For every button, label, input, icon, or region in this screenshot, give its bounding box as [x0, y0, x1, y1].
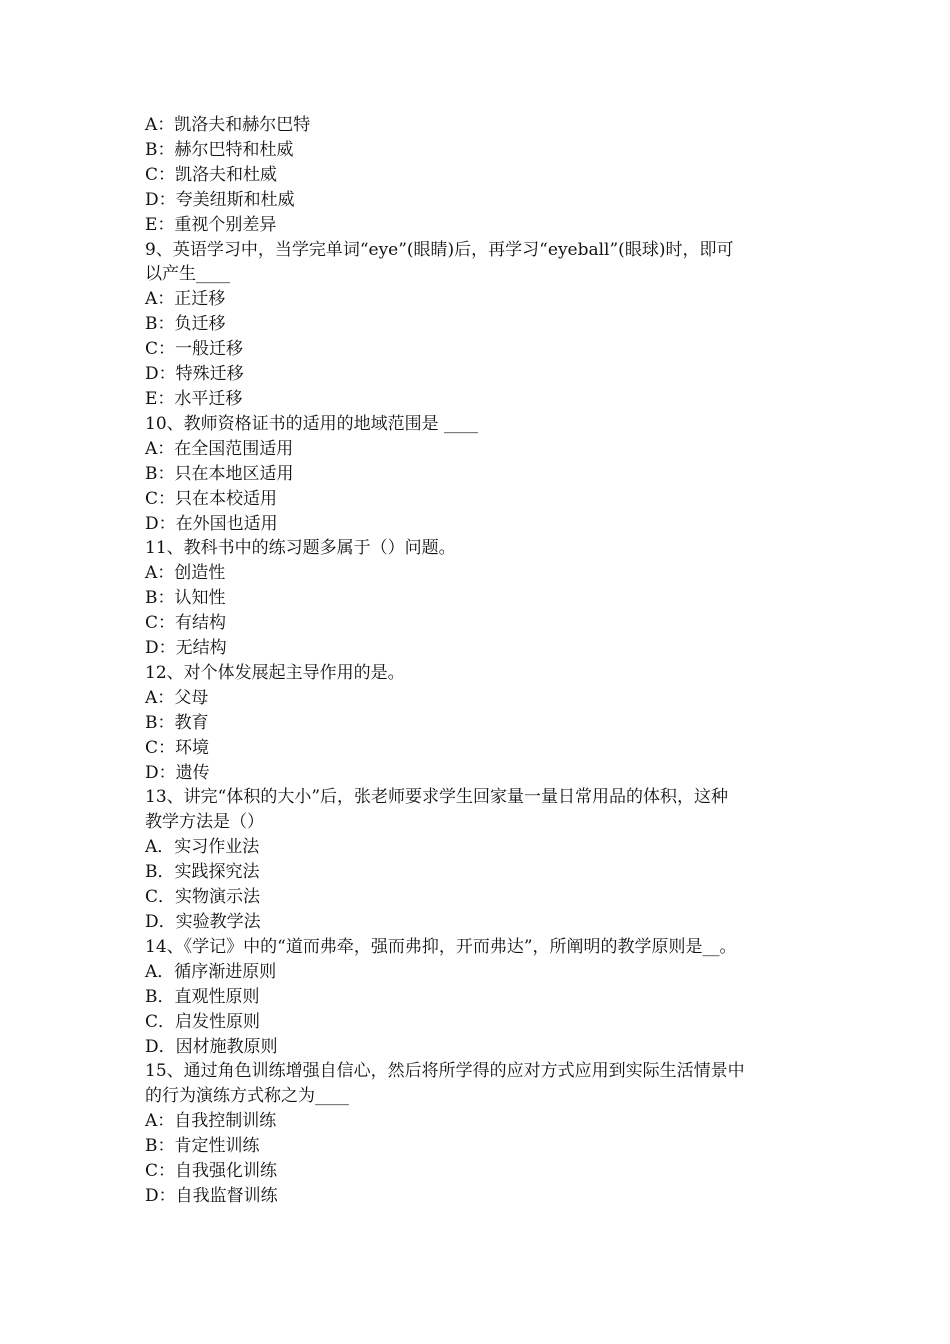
option-line: A：凯洛夫和赫尔巴特 [145, 115, 311, 135]
option-line: C：凯洛夫和杜威 [145, 164, 278, 185]
option-line: C：一般迁移 [145, 339, 244, 360]
option-line: C：有结构 [145, 613, 227, 634]
option-line: D：无结构 [145, 638, 227, 659]
option-line: B．实践探究法 [145, 862, 260, 883]
option-line: D．因材施教原则 [145, 1036, 278, 1057]
option-line: A：自我控制训练 [145, 1111, 277, 1132]
option-line: C．实物演示法 [145, 887, 261, 908]
question-14: 14、《学记》中的“道而弗牵，强而弗抑，开而弗达”，所阐明的教学原则是__。 [145, 936, 737, 957]
option-line: C：只在本校适用 [145, 488, 278, 509]
option-line: B．直观性原则 [145, 986, 260, 1007]
option-line: A：在全国范围适用 [145, 438, 294, 459]
question-15-line-1: 15、通过角色训练增强自信心，然后将所学得的应对方式应用到实际生活情景中 [145, 1061, 745, 1082]
option-line: A．实习作业法 [145, 837, 260, 858]
document-page [145, 113, 813, 1209]
option-line: C．启发性原则 [145, 1011, 261, 1032]
option-line: B：认知性 [145, 588, 226, 609]
question-15-line-2: 的行为演练方式称之为____ [145, 1086, 349, 1107]
question-10: 10、教师资格证书的适用的地域范围是 ____ [145, 413, 479, 434]
option-line: D：自我监督训练 [145, 1185, 278, 1206]
option-line: B：只在本地区适用 [145, 463, 294, 484]
question-13-line-2: 教学方法是（） [145, 812, 264, 833]
option-line: D．实验教学法 [145, 912, 261, 932]
option-line: A．循序渐进原则 [145, 961, 277, 982]
question-11: 11、教科书中的练习题多属于（）问题。 [145, 538, 456, 559]
option-line: C：自我强化训练 [145, 1161, 278, 1182]
option-line: B：赫尔巴特和杜威 [145, 139, 294, 160]
option-line: D：夸美纽斯和杜威 [145, 189, 295, 210]
option-line: B：肯定性训练 [145, 1136, 260, 1157]
option-line: A：正迁移 [145, 289, 226, 310]
option-line: D：遗传 [145, 762, 210, 783]
option-line: E：重视个别差异 [145, 214, 277, 235]
question-12: 12、对个体发展起主导作用的是。 [145, 662, 405, 683]
option-line: B：教育 [145, 712, 209, 733]
option-line: A：创造性 [145, 563, 226, 584]
question-9-line-1: 9、英语学习中，当学完单词“eye”(眼睛)后，再学习“eyeball”(眼球)时，即可 [145, 239, 734, 260]
question-13-line-1: 13、讲完“体积的大小”后，张老师要求学生回家量一量日常用品的体积，这种 [145, 787, 729, 808]
option-line: D：在外国也适用 [145, 513, 278, 534]
question-9-line-2: 以产生____ [145, 264, 230, 285]
option-line: D：特殊迁移 [145, 364, 244, 385]
option-line: B：负迁移 [145, 314, 226, 335]
option-line: C：环境 [145, 737, 210, 758]
option-line: E：水平迁移 [145, 388, 243, 409]
option-line: A：父母 [145, 687, 209, 708]
